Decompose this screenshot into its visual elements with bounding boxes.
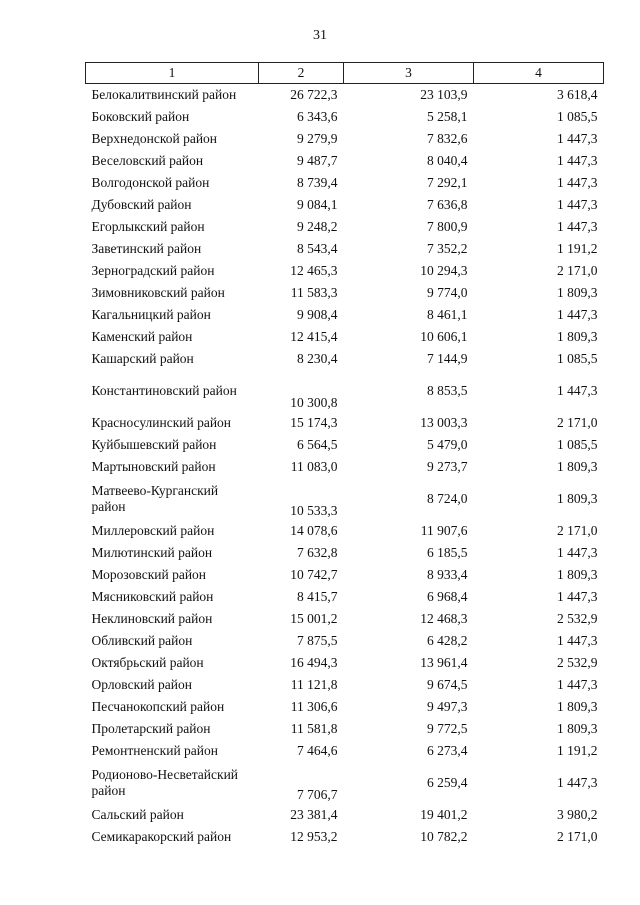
value-col-2: 12 953,2 bbox=[290, 829, 338, 844]
table-row bbox=[86, 412, 604, 434]
value-col-3: 8 853,5 bbox=[427, 383, 468, 398]
value-col-3: 6 273,4 bbox=[427, 743, 468, 758]
table-row bbox=[86, 304, 604, 326]
district-name: Неклиновский район bbox=[91, 611, 213, 626]
value-col-4: 1 809,3 bbox=[557, 459, 598, 474]
table-row bbox=[86, 456, 604, 478]
district-name: Веселовский район bbox=[91, 153, 204, 168]
table-row bbox=[86, 740, 604, 762]
value-col-4: 1 447,3 bbox=[557, 219, 598, 234]
table-row bbox=[86, 652, 604, 674]
value-col-3: 10 294,3 bbox=[420, 263, 468, 278]
value-col-2: 8 230,4 bbox=[297, 351, 338, 366]
value-col-3: 10 606,1 bbox=[420, 329, 468, 344]
value-col-4: 1 809,3 bbox=[557, 285, 598, 300]
table-row bbox=[86, 172, 604, 194]
district-name: Ремонтненский район bbox=[91, 743, 218, 758]
value-col-2: 7 632,8 bbox=[297, 545, 338, 560]
district-name: Сальский район bbox=[91, 807, 184, 822]
table-row bbox=[86, 478, 604, 520]
district-name: Дубовский район bbox=[91, 197, 192, 212]
table-row bbox=[86, 370, 604, 412]
value-col-3: 9 273,7 bbox=[427, 459, 468, 474]
value-col-2: 10 742,7 bbox=[290, 567, 338, 582]
value-col-2: 8 543,4 bbox=[297, 241, 338, 256]
value-col-3: 23 103,9 bbox=[420, 87, 468, 102]
value-col-4: 3 618,4 bbox=[557, 87, 598, 102]
value-col-2: 10 533,3 bbox=[290, 503, 338, 518]
value-col-3: 7 636,8 bbox=[427, 197, 468, 212]
value-col-2: 9 487,7 bbox=[297, 153, 338, 168]
value-col-2: 10 300,8 bbox=[290, 395, 338, 410]
value-col-2: 7 706,7 bbox=[297, 787, 338, 802]
value-col-3: 9 497,3 bbox=[427, 699, 468, 714]
header-row bbox=[86, 63, 604, 84]
table-row bbox=[86, 586, 604, 608]
table-row bbox=[86, 238, 604, 260]
value-col-2: 26 722,3 bbox=[290, 87, 338, 102]
district-name: Обливский район bbox=[91, 633, 193, 648]
table-row bbox=[86, 630, 604, 652]
page-number: 31 bbox=[313, 28, 327, 43]
value-col-2: 15 001,2 bbox=[290, 611, 338, 626]
value-col-4: 1 191,2 bbox=[557, 241, 598, 256]
value-col-3: 7 144,9 bbox=[427, 351, 468, 366]
table-row bbox=[86, 84, 604, 107]
value-col-3: 8 461,1 bbox=[427, 307, 468, 322]
value-col-2: 11 583,3 bbox=[290, 285, 338, 300]
value-col-4: 2 171,0 bbox=[557, 263, 598, 278]
district-name: Матвеево-Курганский район bbox=[91, 483, 219, 514]
value-col-4: 2 171,0 bbox=[557, 415, 598, 430]
value-col-4: 1 191,2 bbox=[557, 743, 598, 758]
district-name: Семикаракорский район bbox=[91, 829, 232, 844]
district-name: Октябрьский район bbox=[91, 655, 204, 670]
district-name: Родионово-Несветайский район bbox=[91, 767, 239, 798]
district-name: Куйбышевский район bbox=[91, 437, 217, 452]
value-col-4: 2 171,0 bbox=[557, 523, 598, 538]
table-row bbox=[86, 564, 604, 586]
value-col-2: 7 464,6 bbox=[297, 743, 338, 758]
district-name: Красносулинский район bbox=[91, 415, 232, 430]
district-name: Егорлыкский район bbox=[91, 219, 205, 234]
value-col-3: 10 782,2 bbox=[420, 829, 468, 844]
value-col-3: 6 968,4 bbox=[427, 589, 468, 604]
value-col-4: 2 532,9 bbox=[557, 611, 598, 626]
value-col-4: 1 447,3 bbox=[557, 175, 598, 190]
header-col-1: 1 bbox=[86, 63, 259, 84]
value-col-2: 6 564,5 bbox=[297, 437, 338, 452]
table-row bbox=[86, 826, 604, 848]
value-col-3: 8 040,4 bbox=[427, 153, 468, 168]
value-col-4: 1 809,3 bbox=[557, 721, 598, 736]
value-col-4: 1 085,5 bbox=[557, 109, 598, 124]
table-row bbox=[86, 348, 604, 370]
value-col-2: 11 581,8 bbox=[290, 721, 338, 736]
table-row bbox=[86, 194, 604, 216]
value-col-3: 6 185,5 bbox=[427, 545, 468, 560]
value-col-2: 9 908,4 bbox=[297, 307, 338, 322]
table-row bbox=[86, 718, 604, 740]
table-body bbox=[86, 84, 604, 849]
value-col-3: 5 479,0 bbox=[427, 437, 468, 452]
value-col-2: 12 465,3 bbox=[290, 263, 338, 278]
header-col-4: 4 bbox=[474, 63, 604, 84]
value-col-3: 13 961,4 bbox=[420, 655, 468, 670]
value-col-4: 1 447,3 bbox=[557, 545, 598, 560]
value-col-4: 1 447,3 bbox=[557, 383, 598, 398]
value-col-4: 1 809,3 bbox=[557, 567, 598, 582]
header-col-3: 3 bbox=[344, 63, 474, 84]
value-col-2: 11 306,6 bbox=[290, 699, 338, 714]
value-col-2: 23 381,4 bbox=[290, 807, 338, 822]
table-row bbox=[86, 762, 604, 804]
value-col-4: 1 447,3 bbox=[557, 589, 598, 604]
table-header bbox=[86, 63, 604, 84]
district-name: Заветинский район bbox=[91, 241, 202, 256]
district-name: Каменский район bbox=[91, 329, 193, 344]
value-col-3: 9 674,5 bbox=[427, 677, 468, 692]
table-row bbox=[86, 608, 604, 630]
value-col-4: 1 085,5 bbox=[557, 351, 598, 366]
table-row bbox=[86, 804, 604, 826]
district-name: Кагальницкий район bbox=[91, 307, 211, 322]
value-col-4: 1 809,3 bbox=[557, 329, 598, 344]
value-col-2: 11 121,8 bbox=[290, 677, 338, 692]
value-col-2: 16 494,3 bbox=[290, 655, 338, 670]
district-name: Морозовский район bbox=[91, 567, 207, 582]
table-row bbox=[86, 128, 604, 150]
table-row bbox=[86, 434, 604, 456]
table-row bbox=[86, 326, 604, 348]
value-col-2: 14 078,6 bbox=[290, 523, 338, 538]
district-name: Боковский район bbox=[91, 109, 190, 124]
value-col-4: 1 447,3 bbox=[557, 197, 598, 212]
district-name: Песчанокопский район bbox=[91, 699, 225, 714]
table-row bbox=[86, 260, 604, 282]
value-col-3: 7 352,2 bbox=[427, 241, 468, 256]
value-col-4: 1 809,3 bbox=[557, 491, 598, 506]
table-row bbox=[86, 150, 604, 172]
district-name: Волгодонской район bbox=[91, 175, 210, 190]
value-col-4: 1 085,5 bbox=[557, 437, 598, 452]
value-col-3: 7 292,1 bbox=[427, 175, 468, 190]
district-name: Пролетарский район bbox=[91, 721, 211, 736]
value-col-4: 1 447,3 bbox=[557, 677, 598, 692]
district-name: Верхнедонской район bbox=[91, 131, 218, 146]
district-name: Орловский район bbox=[91, 677, 192, 692]
value-col-4: 1 447,3 bbox=[557, 153, 598, 168]
district-name: Мясниковский район bbox=[91, 589, 214, 604]
value-col-3: 7 800,9 bbox=[427, 219, 468, 234]
table-row bbox=[86, 520, 604, 542]
value-col-3: 11 907,6 bbox=[420, 523, 468, 538]
table-row bbox=[86, 696, 604, 718]
district-name: Миллеровский район bbox=[91, 523, 215, 538]
value-col-3: 9 774,0 bbox=[427, 285, 468, 300]
budget-table bbox=[85, 62, 604, 848]
value-col-2: 11 083,0 bbox=[290, 459, 338, 474]
value-col-2: 9 248,2 bbox=[297, 219, 338, 234]
value-col-2: 9 279,9 bbox=[297, 131, 338, 146]
value-col-3: 13 003,3 bbox=[420, 415, 468, 430]
value-col-3: 12 468,3 bbox=[420, 611, 468, 626]
value-col-2: 12 415,4 bbox=[290, 329, 338, 344]
table-row bbox=[86, 106, 604, 128]
value-col-4: 2 171,0 bbox=[557, 829, 598, 844]
value-col-4: 2 532,9 bbox=[557, 655, 598, 670]
value-col-4: 1 447,3 bbox=[557, 307, 598, 322]
district-name: Кашарский район bbox=[91, 351, 194, 366]
value-col-2: 8 739,4 bbox=[297, 175, 338, 190]
district-name: Мартыновский район bbox=[91, 459, 216, 474]
table-row bbox=[86, 282, 604, 304]
value-col-2: 6 343,6 bbox=[297, 109, 338, 124]
value-col-3: 5 258,1 bbox=[427, 109, 468, 124]
value-col-2: 9 084,1 bbox=[297, 197, 338, 212]
district-name: Константиновский район bbox=[91, 383, 237, 398]
value-col-4: 1 809,3 bbox=[557, 699, 598, 714]
header-col-2: 2 bbox=[259, 63, 344, 84]
value-col-2: 8 415,7 bbox=[297, 589, 338, 604]
value-col-3: 6 259,4 bbox=[427, 775, 468, 790]
value-col-3: 19 401,2 bbox=[420, 807, 468, 822]
value-col-4: 1 447,3 bbox=[557, 775, 598, 790]
table-row bbox=[86, 674, 604, 696]
value-col-3: 7 832,6 bbox=[427, 131, 468, 146]
district-name: Милютинский район bbox=[91, 545, 213, 560]
value-col-4: 1 447,3 bbox=[557, 131, 598, 146]
value-col-3: 8 933,4 bbox=[427, 567, 468, 582]
value-col-4: 3 980,2 bbox=[557, 807, 598, 822]
table-row bbox=[86, 216, 604, 238]
district-name: Белокалитвинский район bbox=[91, 87, 237, 102]
value-col-3: 6 428,2 bbox=[427, 633, 468, 648]
value-col-4: 1 447,3 bbox=[557, 633, 598, 648]
value-col-3: 8 724,0 bbox=[427, 491, 468, 506]
value-col-2: 7 875,5 bbox=[297, 633, 338, 648]
value-col-3: 9 772,5 bbox=[427, 721, 468, 736]
value-col-2: 15 174,3 bbox=[290, 415, 338, 430]
district-name: Зимовниковский район bbox=[91, 285, 225, 300]
table-row bbox=[86, 542, 604, 564]
district-name: Зерноградский район bbox=[91, 263, 215, 278]
